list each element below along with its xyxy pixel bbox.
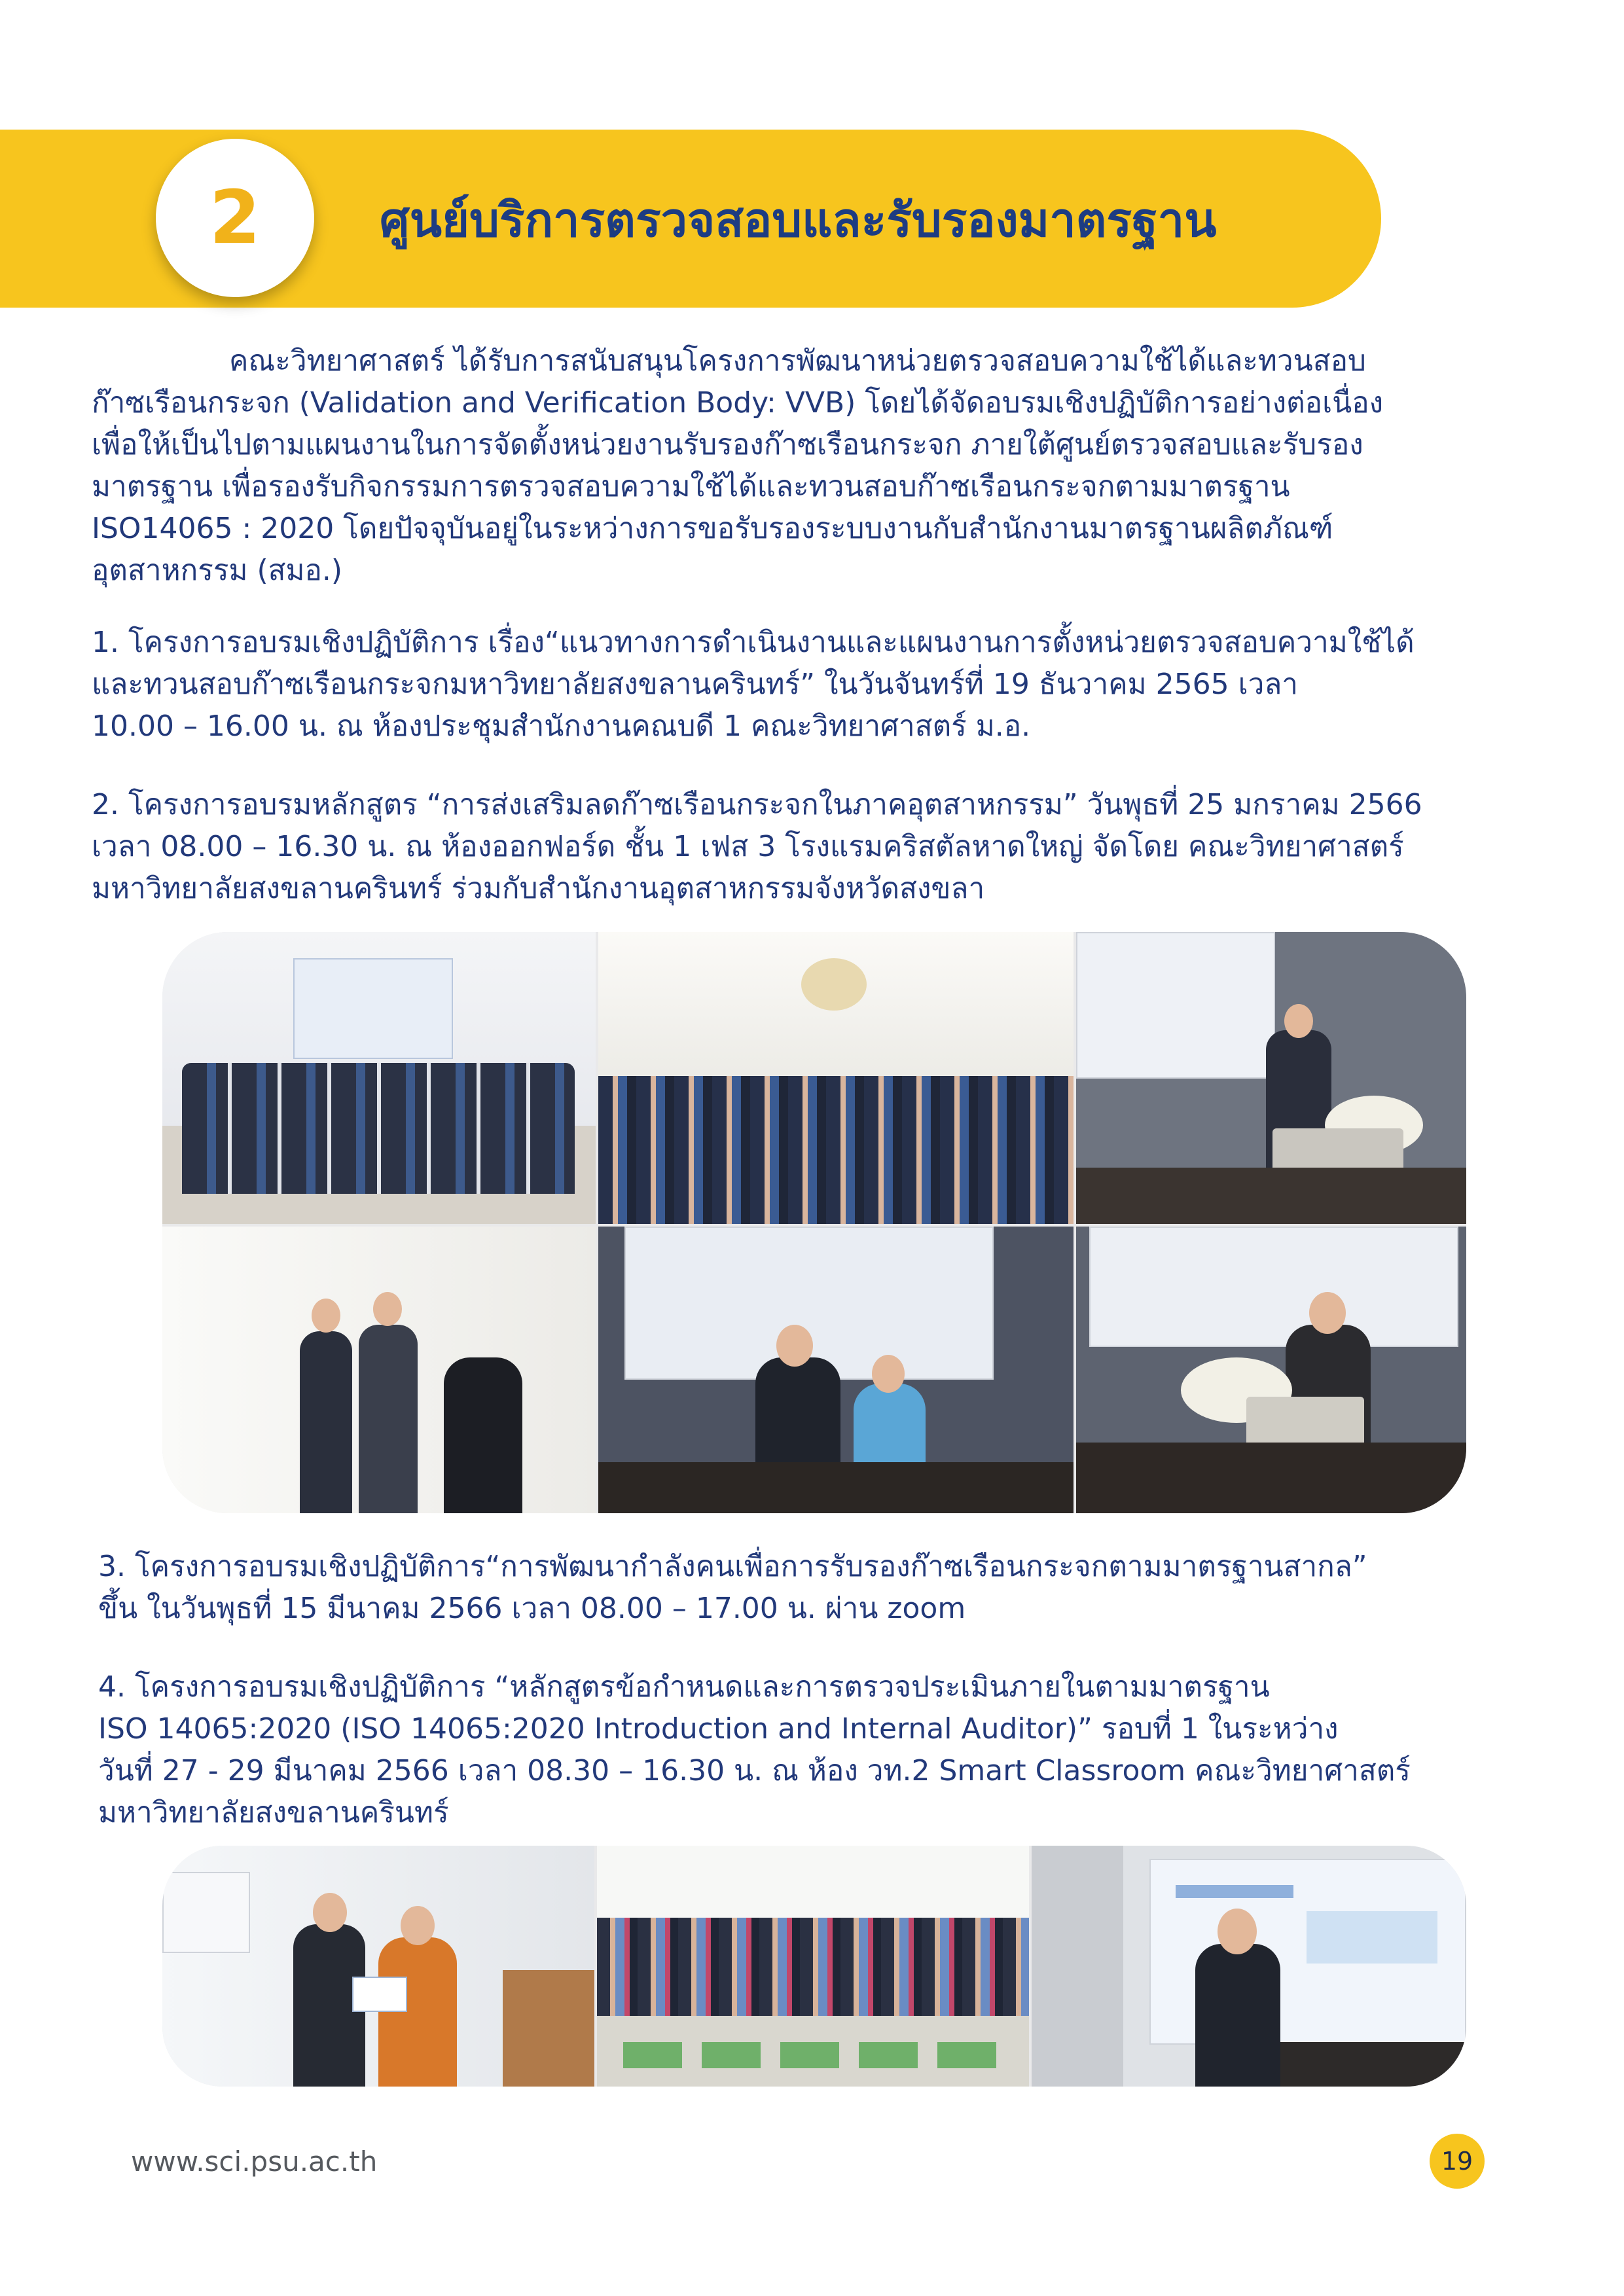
item-line: 10.00 – 16.00 น. ณ ห้องประชุมสำนักงานคณบดี 1 คณะวิทยาศาสตร์ ม.อ. [92, 709, 1031, 743]
photo-female-speaker [1076, 1227, 1466, 1513]
item-line: 3. โครงการอบรมเชิงปฏิบัติการ“การพัฒนากำลังคนเพื่อการรับรองก๊าซเรือนกระจกตามมาตรฐานสากล” [98, 1550, 1367, 1583]
item-line: เวลา 08.00 – 16.30 น. ณ ห้องออกฟอร์ด ชั้น 1 เฟส 3 โรงแรมคริสตัลหาดใหญ่ จัดโดย คณะวิทยาศาสตร์ [92, 830, 1404, 863]
photo-presenter-screen [1032, 1846, 1466, 2087]
section-title: ศูนย์บริการตรวจสอบและรับรองมาตรฐาน [380, 192, 1217, 247]
intro-line: ก๊าซเรือนกระจก (Validation and Verification Body: VVB) โดยได้จัดอบรมเชิงปฏิบัติการอย่างต่อเนื่อง [92, 386, 1384, 420]
item-line: และทวนสอบก๊าซเรือนกระจกมหาวิทยาลัยสงขลานครินทร์” ในวันจันทร์ที่ 19 ธันวาคม 2565 เวลา [92, 668, 1299, 701]
item-line: 2. โครงการอบรมหลักสูตร “การส่งเสริมลดก๊าซเรือนกระจกในภาคอุตสาหกรรม” วันพุธที่ 25 มกราคม 2566 [92, 788, 1422, 821]
photo-guests-greeting [162, 1227, 596, 1513]
item-line: 4. โครงการอบรมเชิงปฏิบัติการ “หลักสูตรข้อกำหนดและการตรวจประเมินภายในตามมาตรฐาน [98, 1670, 1270, 1704]
photo-classroom-group [597, 1846, 1029, 2087]
intro-line: เพื่อให้เป็นไปตามแผนงานในการจัดตั้งหน่วยงานรับรองก๊าซเรือนกระจก ภายใต้ศูนย์ตรวจสอบและรับรอง [92, 428, 1363, 461]
item-line: 1. โครงการอบรมเชิงปฏิบัติการ เรื่อง“แนวทางการดำเนินงานและแผนงานการตั้งหน่วยตรวจสอบความใช้ได้ [92, 626, 1415, 659]
photo-gallery-1 [162, 932, 1466, 1513]
section-number: 2 [209, 175, 261, 260]
photo-certificate-handover [162, 1846, 594, 2087]
section-number-badge [156, 139, 314, 297]
project-item-2 [92, 784, 1422, 910]
photo-speaker-podium [1076, 932, 1466, 1224]
footer-website-url: www.sci.psu.ac.th [131, 2145, 378, 2178]
intro-line: คณะวิทยาศาสตร์ ได้รับการสนับสนุนโครงการพัฒนาหน่วยตรวจสอบความใช้ได้และทวนสอบ [229, 344, 1366, 378]
item-line: ISO 14065:2020 (ISO 14065:2020 Introduction and Internal Auditor)” รอบที่ 1 ในระหว่าง [98, 1712, 1339, 1746]
project-item-4 [98, 1666, 1411, 1834]
intro-paragraph [92, 340, 1383, 592]
item-line: วันที่ 27 - 29 มีนาคม 2566 เวลา 08.30 – 16.30 น. ณ ห้อง วท.2 Smart Classroom คณะวิทยาศาสตร์ [98, 1754, 1411, 1787]
project-item-1 [92, 622, 1415, 747]
intro-line: มาตรฐาน เพื่อรองรับกิจกรรมการตรวจสอบความใช้ได้และทวนสอบก๊าซเรือนกระจกตามมาตรฐาน [92, 470, 1290, 503]
photo-large-group [598, 932, 1074, 1224]
project-item-3 [98, 1546, 1367, 1630]
item-line: ขึ้น ในวันพุธที่ 15 มีนาคม 2566 เวลา 08.00 – 17.00 น. ผ่าน zoom [98, 1592, 966, 1625]
photo-gallery-2 [162, 1846, 1466, 2087]
intro-line: อุตสาหกรรม (สมอ.) [92, 554, 343, 587]
page-number: 19 [1441, 2147, 1473, 2176]
page-number-badge [1430, 2134, 1485, 2189]
item-line: มหาวิทยาลัยสงขลานครินทร์ ร่วมกับสำนักงานอุตสาหกรรมจังหวัดสงขลา [92, 872, 985, 905]
item-line: มหาวิทยาลัยสงขลานครินทร์ [98, 1796, 449, 1829]
intro-line: ISO14065 : 2020 โดยปัจจุบันอยู่ในระหว่างการขอรับรองระบบงานกับสำนักงานมาตรฐานผลิตภัณฑ์ [92, 512, 1333, 545]
photo-speaker-microphone [598, 1227, 1074, 1513]
photo-group-backdrop [162, 932, 596, 1224]
